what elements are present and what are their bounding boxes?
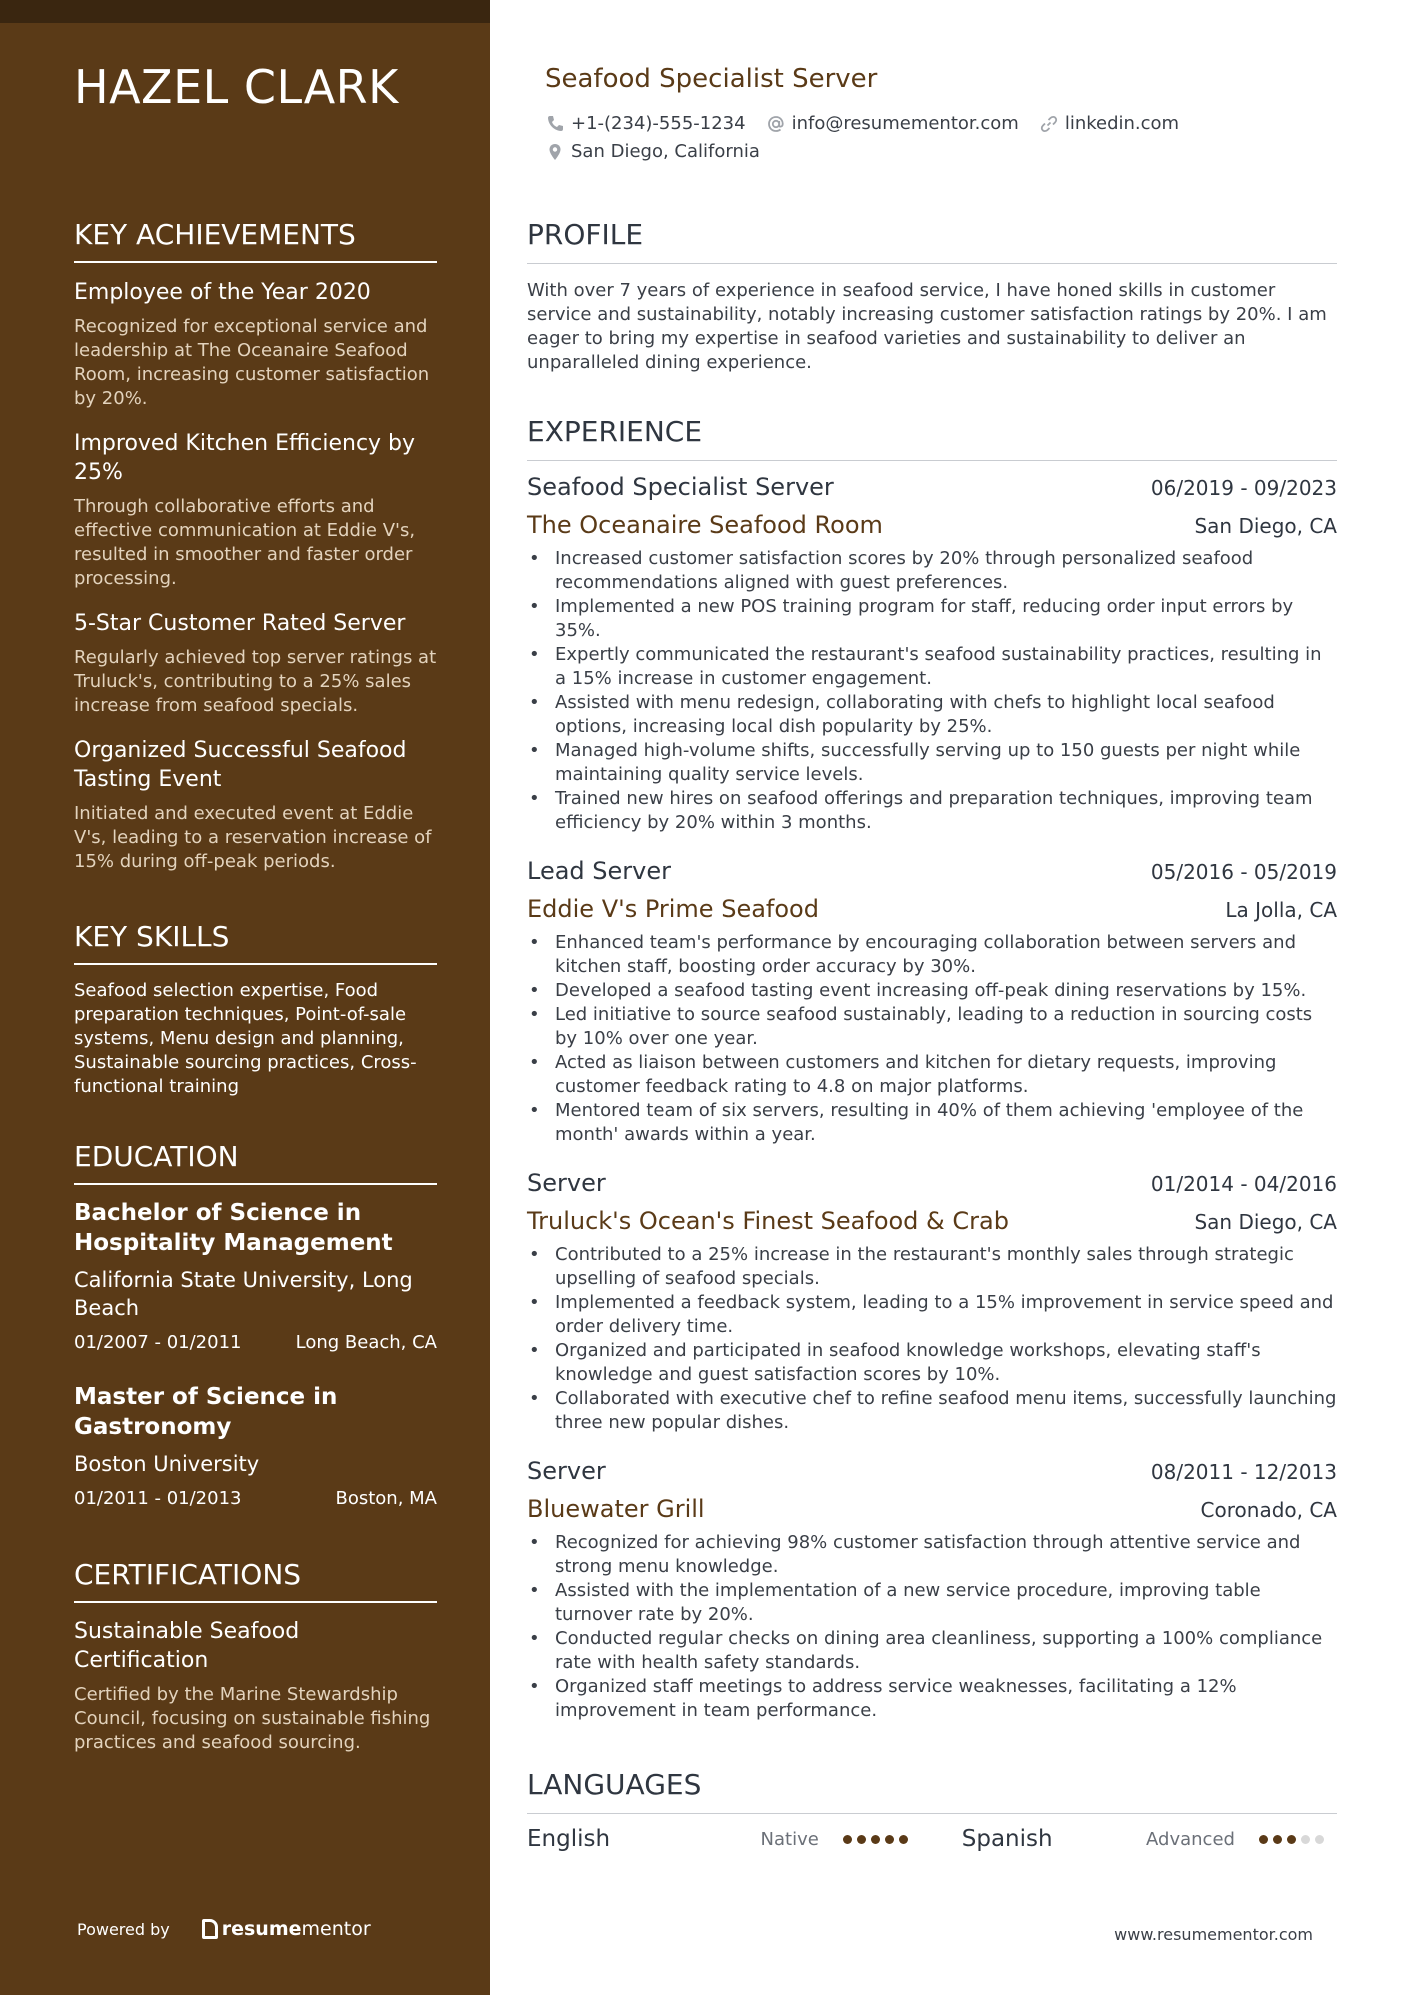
certification-item [74,1617,437,1755]
footer-url[interactable]: www.resumementor.com [1114,1925,1313,1944]
language-rating [1259,1835,1337,1844]
contact-row-location [545,141,780,162]
contact-linkedin[interactable] [1039,113,1179,134]
education-dates: 01/2011 - 01/2013 [74,1488,242,1509]
job-bullet: • Increased customer satisfaction scores by 20% through personalized seafood recommendations aligned with guest preferences. [527,547,1337,595]
achievement-desc: Through collaborative efforts and effective communication at Eddie V's, resulted in smoother and faster order processing. [74,496,416,589]
experience-item [527,857,1337,1147]
logo-light-text: mentor [301,1918,371,1940]
job-company: Truluck's Ocean's Finest Seafood & Crab [527,1207,1009,1235]
job-bullet: • Assisted with the implementation of a new service procedure, improving table turnover rate by 20%. [527,1579,1337,1627]
achievement-desc: Recognized for exceptional service and leadership at The Oceanaire Seafood Room, increasing customer satisfaction by 20%. [74,316,430,409]
experience-item [527,1169,1337,1435]
job-role: Server [527,1169,606,1197]
education-location: Boston, MA [335,1488,437,1509]
rating-dot-filled [885,1835,894,1844]
education-degree: Bachelor of Science in Hospitality Management [74,1200,393,1256]
at-sign-icon [766,114,786,134]
experience-item [527,473,1337,835]
email-text: info@resumementor.com [791,113,1019,134]
education-school: California State University, Long Beach [74,1268,413,1320]
job-bullet: • Contributed to a 25% increase in the restaurant's monthly sales through strategic upselling of seafood specials. [527,1243,1337,1291]
job-bullet: • Organized staff meetings to address service weaknesses, facilitating a 12% improvement in team performance. [527,1675,1337,1723]
job-bullet: • Collaborated with executive chef to refine seafood menu items, successfully launching three new popular dishes. [527,1387,1337,1435]
job-bullet: • Trained new hires on seafood offerings and preparation techniques, improving team efficiency by 20% within 3 months. [527,787,1337,835]
job-title: Seafood Specialist Server [545,64,878,94]
job-dates: 01/2014 - 04/2016 [1150,1172,1337,1196]
job-bullet: • Conducted regular checks on dining area cleanliness, supporting a 100% compliance rate with health safety standards. [527,1627,1337,1675]
phone-icon [545,114,565,134]
job-bullet: • Enhanced team's performance by encouraging collaboration between servers and kitchen staff, boosting order accuracy by 30%. [527,931,1337,979]
experience-item [527,1457,1337,1723]
candidate-name: HAZEL CLARK [74,60,399,114]
certification-desc: Certified by the Marine Stewardship Council, focusing on sustainable fishing practices and seafood sourcing. [74,1684,431,1753]
job-company: The Oceanaire Seafood Room [527,511,883,539]
education-dates: 01/2007 - 01/2011 [74,1332,242,1353]
job-bullets [527,1531,1337,1723]
achievement-item [74,429,437,591]
certification-title: Sustainable Seafood Certification [74,1619,300,1673]
achievement-desc: Regularly achieved top server ratings at Truluck's, contributing to a 25% sales increase from seafood specials. [74,647,437,716]
education-item [74,1198,437,1353]
job-bullet: • Acted as liaison between customers and kitchen for dietary requests, improving customer feedback rating to 4.8 on major platforms. [527,1051,1337,1099]
job-dates: 05/2016 - 05/2019 [1150,860,1337,884]
resumementor-logo-icon [202,1919,218,1939]
job-bullet: • Mentored team of six servers, resulting in 40% of them achieving 'employee of the month' awards within a year. [527,1099,1337,1147]
map-pin-icon [545,142,565,162]
rating-dot-filled [1273,1835,1282,1844]
education-item [74,1382,437,1509]
job-dates: 06/2019 - 09/2023 [1150,476,1337,500]
rating-dot-filled [1259,1835,1268,1844]
language-name: English [527,1826,611,1852]
job-company: Eddie V's Prime Seafood [527,895,819,923]
rating-dot-empty [1315,1835,1324,1844]
rating-dot-filled [899,1835,908,1844]
job-bullets [527,931,1337,1147]
achievement-item [74,278,437,411]
language-rating [843,1835,921,1844]
achievement-title: Organized Successful Seafood Tasting Event [74,738,407,792]
job-bullet: • Expertly communicated the restaurant's seafood sustainability practices, resulting in a 15% increase in customer engagement. [527,643,1337,691]
job-dates: 08/2011 - 12/2013 [1150,1460,1337,1484]
linkedin-text: linkedin.com [1064,113,1180,134]
job-role: Server [527,1457,606,1485]
achievement-desc: Initiated and executed event at Eddie V's, leading to a reservation increase of 15% during off-peak periods. [74,803,432,872]
achievement-title: Employee of the Year 2020 [74,280,371,305]
education-heading: EDUCATION [74,1140,437,1185]
job-bullets [527,547,1337,835]
job-bullet: • Assisted with menu redesign, collaborating with chefs to highlight local seafood options, increasing local dish popularity by 25%. [527,691,1337,739]
job-bullets [527,1243,1337,1435]
rating-dot-filled [843,1835,852,1844]
profile-heading: PROFILE [527,218,1337,264]
rating-dot-filled [1287,1835,1296,1844]
achievements-heading: KEY ACHIEVEMENTS [74,218,437,263]
language-level: Native [760,1828,819,1850]
job-bullet: • Led initiative to source seafood sustainably, leading to a reduction in sourcing costs by 10% over one year. [527,1003,1337,1051]
resumementor-logo[interactable] [202,1918,371,1940]
job-bullet: • Implemented a feedback system, leading to a 15% improvement in service speed and order delivery time. [527,1291,1337,1339]
skills-text: Seafood selection expertise, Food preparation techniques, Point-of-sale systems, Menu design and planning, Sustainable sourcing practices, Cross-functional training [74,980,417,1097]
education-school: Boston University [74,1452,260,1476]
experience-heading: EXPERIENCE [527,415,1337,461]
job-location: La Jolla, CA [1225,898,1337,922]
link-icon [1039,114,1059,134]
profile-text: With over 7 years of experience in seafood service, I have honed skills in customer service and sustainability, notably increasing customer satisfaction ratings by 20%. I am eager to bring my expertise in seafood varieties and sustainability to deliver an unparalleled dining experience. [527,280,1327,373]
logo-bold-text: resume [221,1918,302,1940]
achievements-list [74,278,437,892]
education-degree: Master of Science in Gastronomy [74,1384,338,1440]
job-bullet: • Recognized for achieving 98% customer satisfaction through attentive service and strong menu knowledge. [527,1531,1337,1579]
achievement-title: 5-Star Customer Rated Server [74,611,406,636]
contact-phone[interactable] [545,113,746,134]
achievement-title: Improved Kitchen Efficiency by 25% [74,431,416,485]
language-name: Spanish [961,1826,1053,1852]
powered-by [77,1918,371,1940]
job-bullet: • Implemented a new POS training program for staff, reducing order input errors by 35%. [527,595,1337,643]
certifications-heading: CERTIFICATIONS [74,1558,437,1603]
location-text: San Diego, California [571,141,760,162]
job-location: San Diego, CA [1194,1210,1337,1234]
contact-location [545,141,760,162]
job-company: Bluewater Grill [527,1495,705,1523]
sidebar [0,0,490,1995]
languages-heading: LANGUAGES [527,1768,1337,1814]
job-bullet: • Organized and participated in seafood knowledge workshops, elevating staff's knowledge and guest satisfaction scores by 10%. [527,1339,1337,1387]
job-role: Seafood Specialist Server [527,473,834,501]
achievement-item [74,609,437,718]
rating-dot-empty [1301,1835,1310,1844]
job-bullet: • Managed high-volume shifts, successfully serving up to 150 guests per night while maintaining quality service levels. [527,739,1337,787]
job-role: Lead Server [527,857,671,885]
job-location: San Diego, CA [1194,514,1337,538]
education-location: Long Beach, CA [295,1332,437,1353]
achievement-item [74,736,437,874]
phone-text: +1-(234)-555-1234 [571,113,746,134]
job-location: Coronado, CA [1200,1498,1337,1522]
sidebar-top-bar [0,0,490,23]
language-level: Advanced [1146,1828,1235,1850]
powered-by-label: Powered by [77,1919,170,1939]
skills-heading: KEY SKILLS [74,920,437,965]
contact-row [545,113,1199,134]
rating-dot-filled [857,1835,866,1844]
rating-dot-filled [871,1835,880,1844]
contact-email[interactable] [766,113,1019,134]
languages-row [527,1826,1337,1852]
job-bullet: • Developed a seafood tasting event increasing off-peak dining reservations by 15%. [527,979,1337,1003]
